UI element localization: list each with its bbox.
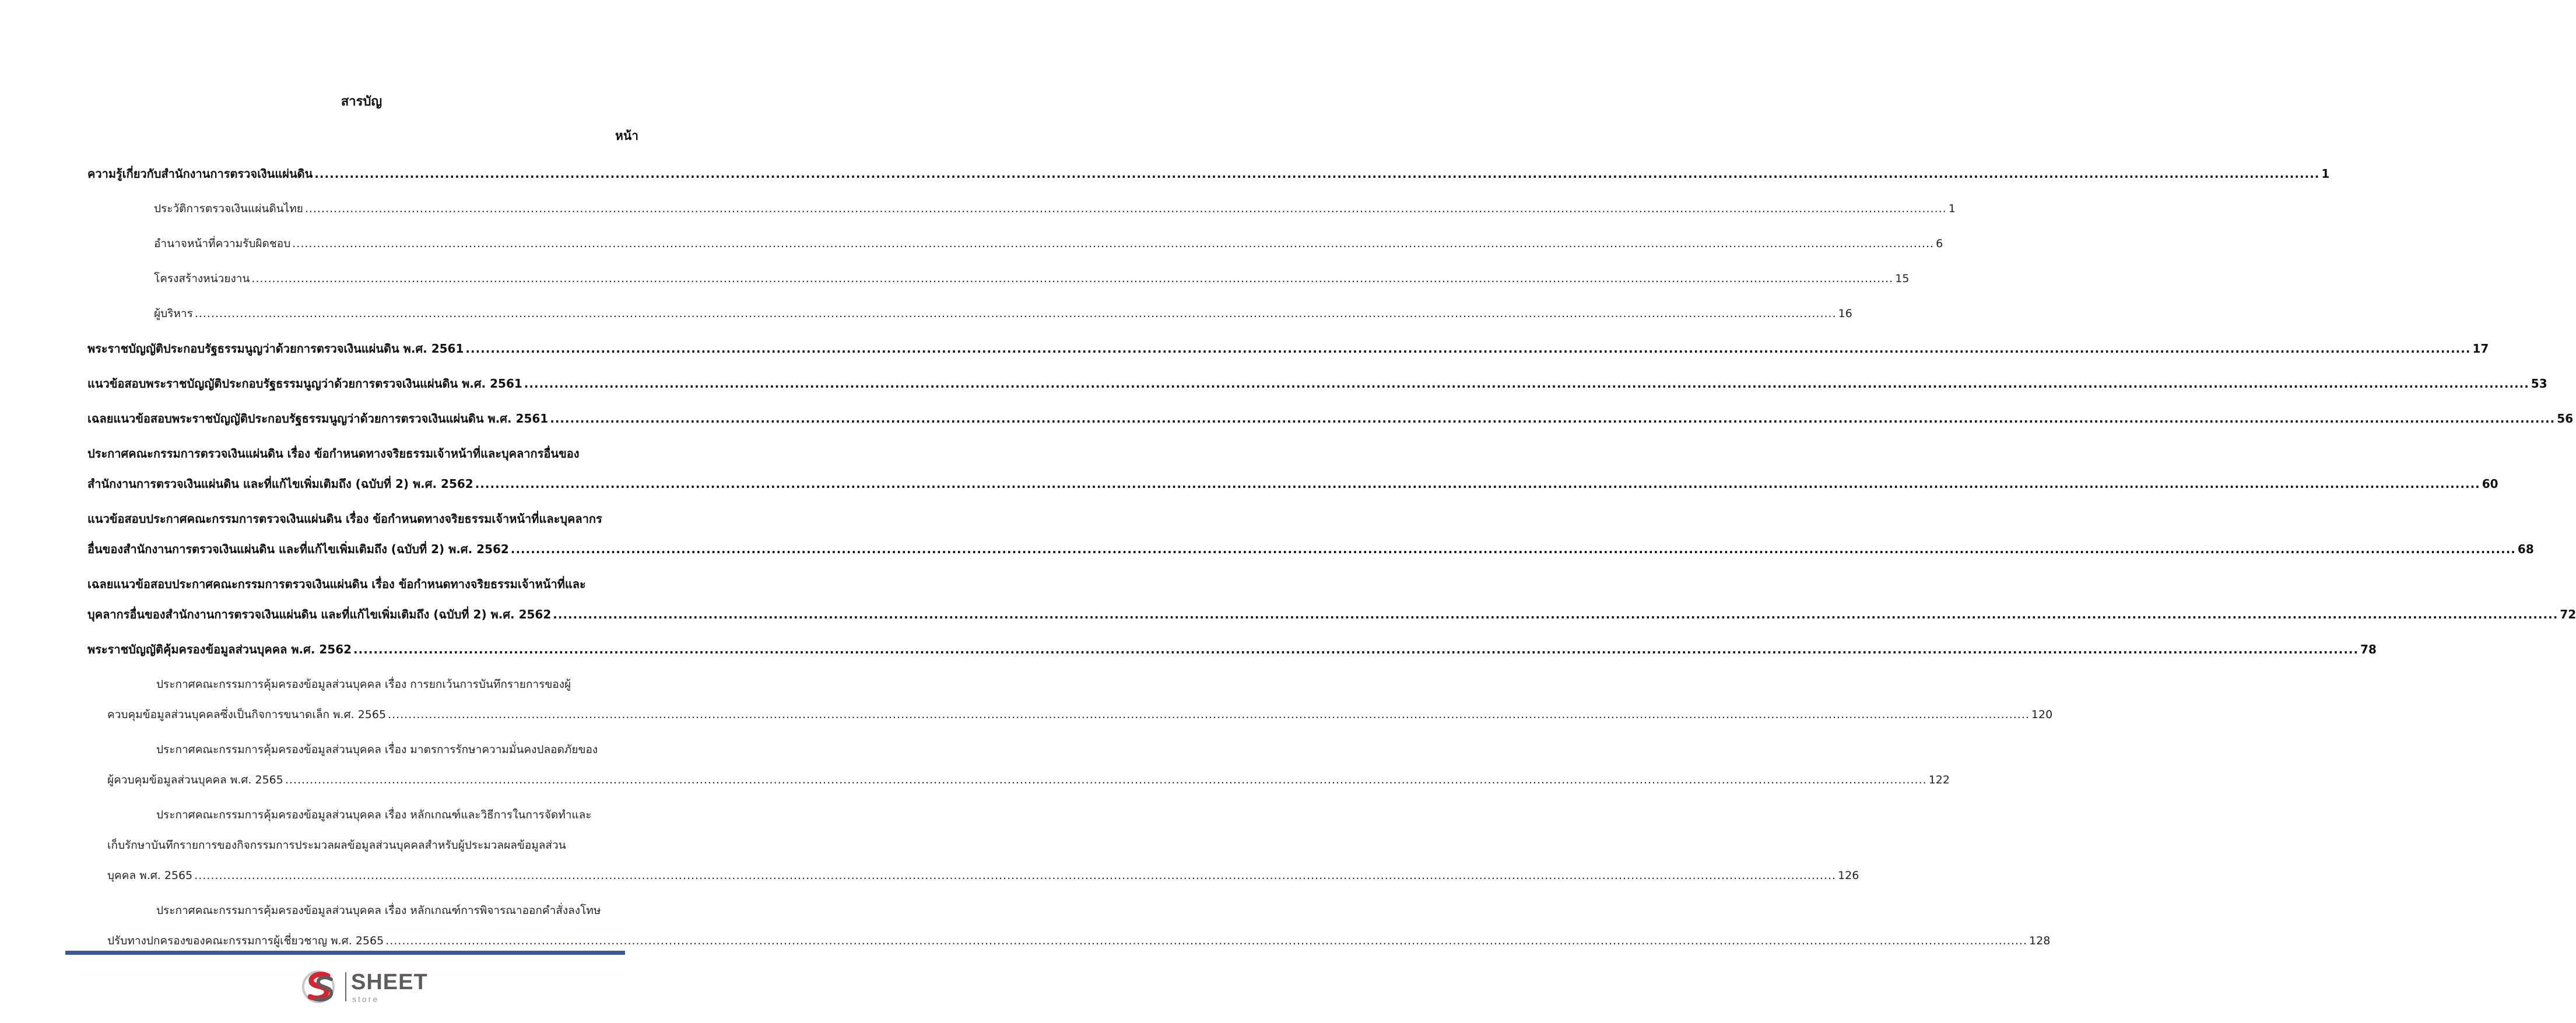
toc-entry[interactable] [87,298,1852,329]
toc-entry[interactable] [87,669,2053,730]
logo-divider [345,972,346,1001]
toc-page-number: 72 [2560,607,2576,621]
toc-page-number: 120 [2031,708,2053,721]
toc-entry-text: ประกาศคณะกรรมการคุ้มครองข้อมูลส่วนบุคคล เรื่อง มาตรการรักษาความมั่นคงปลอดภัยของ [156,743,598,756]
toc-entry-text: พระราชบัญญัติคุ้มครองข้อมูลส่วนบุคคล พ.ศ. 2562 [87,642,352,656]
toc-entry[interactable] [87,438,2498,499]
toc-entry[interactable] [87,194,1956,224]
toc-entry[interactable] [87,159,2330,189]
toc-entry-text: ผู้ควบคุมข้อมูลส่วนบุคคล พ.ศ. 2565 [107,774,283,786]
brand-logo [302,968,430,1006]
dot-leader: ................................................................................................................................................................................................................................................................................................................................................................................................................ [304,202,1947,215]
toc-entry-text: เก็บรักษาบันทึกรายการของกิจกรรมการประมวลผลข้อมูลส่วนบุคคลสำหรับผู้ประมวลผลข้อมูลส่วน [107,839,566,852]
toc-entry-text: โครงสร้างหน่วยงาน [154,272,250,285]
toc-entry-text: ควบคุมข้อมูลส่วนบุคคลซึ่งเป็นกิจการขนาดเล็ก พ.ศ. 2565 [107,708,387,721]
toc-page-number: 1 [2321,167,2330,181]
toc-page-number: 1 [1948,202,1956,215]
toc-entry-text: พระราชบัญญัติประกอบรัฐธรรมนูญว่าด้วยการตรวจเงินแผ่นดิน พ.ศ. 2561 [87,342,464,356]
dot-leader: ................................................................................................................................................................................................................................................................................................................................................................................................................ [292,237,1935,250]
logo-subtext: store [352,994,380,1004]
dot-leader: ................................................................................................................................................................................................................................................................................................................................................................................................................ [465,342,2471,356]
toc-entry-text: แนวข้อสอบประกาศคณะกรรมการตรวจเงินแผ่นดิน เรื่อง ข้อกำหนดทางจริยธรรมเจ้าหน้าที่และบุคลากร [87,512,602,526]
toc-entry-text: อื่นของสำนักงานการตรวจเงินแผ่นดิน และที่แก้ไขเพิ่มเติมถึง (ฉบับที่ 2) พ.ศ. 2562 [87,542,509,556]
toc-entry-text: สำนักงานการตรวจเงินแผ่นดิน และที่แก้ไขเพิ่มเติมถึง (ฉบับที่ 2) พ.ศ. 2562 [87,477,473,491]
logo-wordmark: SHEET [351,970,428,994]
toc-page-number: 126 [1838,869,1859,882]
dot-leader: ................................................................................................................................................................................................................................................................................................................................................................................................................ [553,607,2559,621]
toc-page-number: 56 [2557,412,2574,426]
dot-leader: ................................................................................................................................................................................................................................................................................................................................................................................................................ [194,307,1837,320]
dot-leader: ................................................................................................................................................................................................................................................................................................................................................................................................................ [285,774,1927,786]
toc-entry-text: ประกาศคณะกรรมการคุ้มครองข้อมูลส่วนบุคคล เรื่อง หลักเกณฑ์การพิจารณาออกคำสั่งลงโทษ [156,904,601,917]
toc-entry[interactable] [87,634,2377,665]
toc-entry-text: บุคคล พ.ศ. 2565 [107,869,193,882]
toc-entry-text: ประกาศคณะกรรมการตรวจเงินแผ่นดิน เรื่อง ข้อกำหนดทางจริยธรรมเจ้าหน้าที่และบุคลากรอื่นของ [87,447,580,460]
toc-entry-text: แนวข้อสอบพระราชบัญญัติประกอบรัฐธรรมนูญว่าด้วยการตรวจเงินแผ่นดิน พ.ศ. 2561 [87,377,522,391]
toc-entry-text: เฉลยแนวข้อสอบพระราชบัญญัติประกอบรัฐธรรมนูญว่าด้วยการตรวจเงินแผ่นดิน พ.ศ. 2561 [87,412,549,426]
toc-page-number: 122 [1928,774,1950,786]
toc-entry[interactable] [87,403,2574,434]
toc-page-number: 53 [2531,377,2547,391]
dot-leader: ................................................................................................................................................................................................................................................................................................................................................................................................................ [385,934,2028,947]
dot-leader: ................................................................................................................................................................................................................................................................................................................................................................................................................ [353,642,2359,656]
toc-page-number: 16 [1838,307,1852,320]
sheet-store-logo-icon [302,968,341,1006]
toc-entry-text: ความรู้เกี่ยวกับสำนักงานการตรวจเงินแผ่นดิน [87,167,313,181]
dot-leader: ................................................................................................................................................................................................................................................................................................................................................................................................................ [524,377,2529,391]
dot-leader: ................................................................................................................................................................................................................................................................................................................................................................................................................ [510,542,2516,556]
toc-page-number: 15 [1895,272,1910,285]
toc-entry[interactable] [87,333,2489,364]
toc-entry-text: ประกาศคณะกรรมการคุ้มครองข้อมูลส่วนบุคคล เรื่อง หลักเกณฑ์และวิธีการในการจัดทำและ [156,808,592,821]
toc-entry-text: ผู้บริหาร [154,307,193,320]
dot-leader: ................................................................................................................................................................................................................................................................................................................................................................................................................ [550,412,2556,426]
toc-entry[interactable] [87,569,2576,630]
dot-leader: ................................................................................................................................................................................................................................................................................................................................................................................................................ [475,477,2480,491]
dot-leader: ................................................................................................................................................................................................................................................................................................................................................................................................................ [251,272,1894,285]
toc-entry[interactable] [87,368,2547,399]
toc-entry-text: บุคลากรอื่นของสำนักงานการตรวจเงินแผ่นดิน และที่แก้ไขเพิ่มเติมถึง (ฉบับที่ 2) พ.ศ. 2562 [87,607,552,621]
toc-page-number: 68 [2517,542,2534,556]
toc-page-number: 128 [2029,934,2051,947]
toc-entry[interactable] [87,895,2051,956]
toc-entry[interactable] [87,800,1859,891]
toc-entry[interactable] [87,504,2534,564]
toc-entry-text: ประวัติการตรวจเงินแผ่นดินไทย [154,202,303,215]
dot-leader: ................................................................................................................................................................................................................................................................................................................................................................................................................ [194,869,1837,882]
dot-leader: ................................................................................................................................................................................................................................................................................................................................................................................................................ [314,167,2320,181]
toc-entry-text: อำนาจหน้าที่ความรับผิดชอบ [154,237,291,250]
footer-rule [65,951,625,955]
page-title: สารบัญ [341,94,382,109]
toc-entry[interactable] [87,734,1950,795]
toc-page-number: 6 [1936,237,1943,250]
toc-page-number: 78 [2360,642,2377,656]
dot-leader: ................................................................................................................................................................................................................................................................................................................................................................................................................ [388,708,2030,721]
page-column-label: หน้า [615,129,638,143]
toc-entry[interactable] [87,263,1910,294]
toc-page-number: 60 [2482,477,2498,491]
toc-entry-text: ปรับทางปกครองของคณะกรรมการผู้เชี่ยวชาญ พ.ศ. 2565 [107,934,384,947]
toc-entry-text: เฉลยแนวข้อสอบประกาศคณะกรรมการตรวจเงินแผ่นดิน เรื่อง ข้อกำหนดทางจริยธรรมเจ้าหน้าที่และ [87,577,586,591]
toc-page-number: 17 [2472,342,2489,356]
toc-entry-text: ประกาศคณะกรรมการคุ้มครองข้อมูลส่วนบุคคล เรื่อง การยกเว้นการบันทึกรายการของผู้ [156,678,571,691]
toc-entry[interactable] [87,228,1943,259]
